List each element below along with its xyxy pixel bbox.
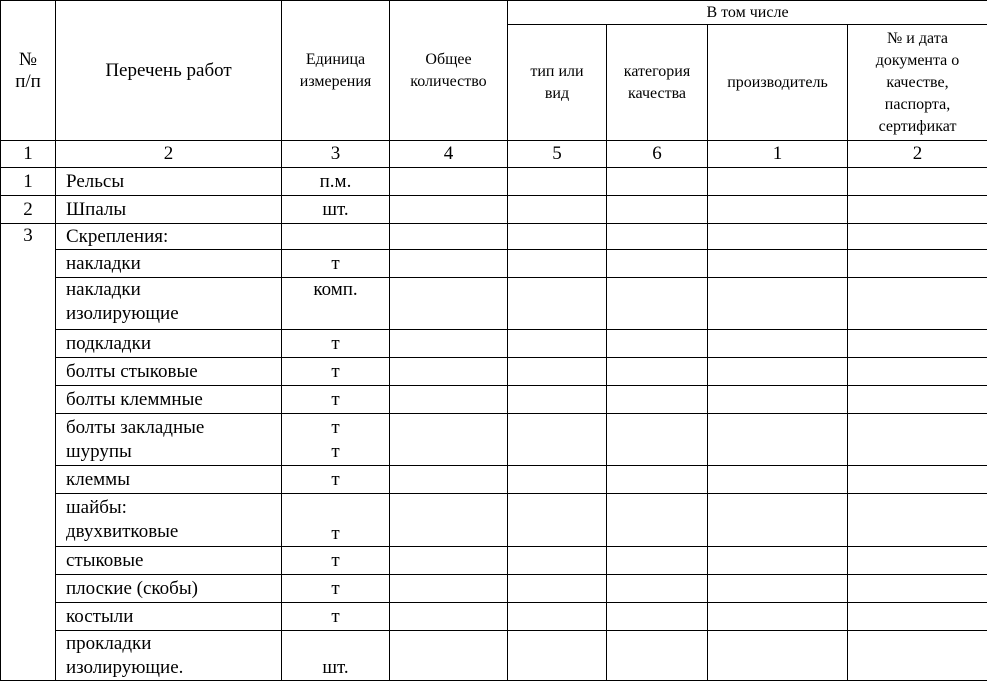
total-cell: [390, 250, 508, 278]
document-cell: [848, 466, 987, 494]
producer-cell: [708, 466, 848, 494]
column-number: 5: [508, 141, 607, 168]
document-cell: [848, 603, 987, 631]
category-cell: [607, 330, 708, 358]
document-cell: [848, 278, 987, 330]
column-number: 3: [282, 141, 390, 168]
header-number: № п/п: [1, 1, 56, 141]
document-cell: [848, 631, 987, 681]
table-row: [1, 330, 987, 358]
table-row: [1, 494, 987, 547]
type-cell: [508, 278, 607, 330]
table-row: [1, 414, 987, 466]
work-name: стыковые: [56, 547, 282, 575]
header-works: Перечень работ: [56, 1, 282, 141]
type-cell: [508, 330, 607, 358]
category-cell: [607, 631, 708, 681]
work-name: костыли: [56, 603, 282, 631]
table-row: [1, 278, 987, 330]
work-name: Шпалы: [56, 196, 282, 224]
producer-cell: [708, 386, 848, 414]
producer-cell: [708, 358, 848, 386]
header-producer: производитель: [708, 25, 848, 141]
category-cell: [607, 358, 708, 386]
unit-value: т: [282, 575, 390, 603]
producer-cell: [708, 575, 848, 603]
document-cell: [848, 168, 987, 196]
work-name: плоские (скобы): [56, 575, 282, 603]
category-cell: [607, 250, 708, 278]
row-number: 3: [1, 224, 56, 681]
type-cell: [508, 466, 607, 494]
type-cell: [508, 414, 607, 466]
column-number: 1: [1, 141, 56, 168]
total-cell: [390, 414, 508, 466]
document-cell: [848, 494, 987, 547]
table-row: [1, 168, 987, 196]
document-cell: [848, 330, 987, 358]
total-cell: [390, 466, 508, 494]
category-cell: [607, 196, 708, 224]
work-name: болты закладные шурупы: [56, 414, 282, 466]
work-name: шайбы: двухвитковые: [56, 494, 282, 547]
producer-cell: [708, 278, 848, 330]
header-total: Общее количество: [390, 1, 508, 141]
type-cell: [508, 575, 607, 603]
table-row: [1, 250, 987, 278]
document-cell: [848, 386, 987, 414]
table-row: [1, 547, 987, 575]
work-name: прокладки изолирующие.: [56, 631, 282, 681]
producer-cell: [708, 168, 848, 196]
header-unit: Единица измерения: [282, 1, 390, 141]
type-cell: [508, 168, 607, 196]
total-cell: [390, 224, 508, 250]
category-cell: [607, 414, 708, 466]
column-number: 2: [848, 141, 987, 168]
unit-value: шт.: [282, 196, 390, 224]
unit-value: т: [282, 494, 390, 547]
work-name: накладки: [56, 250, 282, 278]
work-name: подкладки: [56, 330, 282, 358]
total-cell: [390, 386, 508, 414]
total-cell: [390, 494, 508, 547]
document-cell: [848, 547, 987, 575]
producer-cell: [708, 631, 848, 681]
unit-value: т: [282, 250, 390, 278]
type-cell: [508, 250, 607, 278]
producer-cell: [708, 603, 848, 631]
header-document: № и дата документа о качестве, паспорта, сертификат: [848, 25, 987, 141]
category-cell: [607, 386, 708, 414]
work-name: Рельсы: [56, 168, 282, 196]
document-cell: [848, 414, 987, 466]
unit-value: т: [282, 358, 390, 386]
table-row: [1, 575, 987, 603]
total-cell: [390, 575, 508, 603]
category-cell: [607, 603, 708, 631]
type-cell: [508, 603, 607, 631]
category-cell: [607, 547, 708, 575]
header-type: тип или вид: [508, 25, 607, 141]
category-cell: [607, 168, 708, 196]
category-cell: [607, 224, 708, 250]
column-number: 2: [56, 141, 282, 168]
total-cell: [390, 168, 508, 196]
type-cell: [508, 224, 607, 250]
work-name: Скрепления:: [56, 224, 282, 250]
work-name: клеммы: [56, 466, 282, 494]
column-numbers-row: [1, 141, 987, 168]
unit-value: т т: [282, 414, 390, 466]
producer-cell: [708, 330, 848, 358]
producer-cell: [708, 250, 848, 278]
table-row: [1, 466, 987, 494]
unit-value: [282, 224, 390, 250]
type-cell: [508, 494, 607, 547]
total-cell: [390, 631, 508, 681]
unit-value: т: [282, 603, 390, 631]
unit-value: п.м.: [282, 168, 390, 196]
producer-cell: [708, 196, 848, 224]
total-cell: [390, 358, 508, 386]
unit-value: шт.: [282, 631, 390, 681]
producer-cell: [708, 224, 848, 250]
unit-value: т: [282, 466, 390, 494]
total-cell: [390, 603, 508, 631]
producer-cell: [708, 414, 848, 466]
document-cell: [848, 358, 987, 386]
row-number: 1: [1, 168, 56, 196]
table-row: [1, 224, 987, 250]
document-cell: [848, 250, 987, 278]
column-number: 1: [708, 141, 848, 168]
header-category: категория качества: [607, 25, 708, 141]
category-cell: [607, 466, 708, 494]
unit-value: т: [282, 330, 390, 358]
document-cell: [848, 224, 987, 250]
producer-cell: [708, 494, 848, 547]
work-name: накладки изолирующие: [56, 278, 282, 330]
table-row: [1, 196, 987, 224]
total-cell: [390, 278, 508, 330]
header-including: В том числе: [508, 1, 987, 25]
row-number: 2: [1, 196, 56, 224]
type-cell: [508, 358, 607, 386]
unit-value: комп.: [282, 278, 390, 330]
unit-value: т: [282, 386, 390, 414]
column-number: 4: [390, 141, 508, 168]
table-row: [1, 386, 987, 414]
unit-value: т: [282, 547, 390, 575]
type-cell: [508, 386, 607, 414]
table-row: [1, 603, 987, 631]
producer-cell: [708, 547, 848, 575]
total-cell: [390, 547, 508, 575]
category-cell: [607, 575, 708, 603]
total-cell: [390, 330, 508, 358]
category-cell: [607, 494, 708, 547]
table-row: [1, 631, 987, 681]
table-row: [1, 358, 987, 386]
type-cell: [508, 547, 607, 575]
work-name: болты клеммные: [56, 386, 282, 414]
type-cell: [508, 196, 607, 224]
column-number: 6: [607, 141, 708, 168]
category-cell: [607, 278, 708, 330]
type-cell: [508, 631, 607, 681]
document-cell: [848, 575, 987, 603]
work-name: болты стыковые: [56, 358, 282, 386]
total-cell: [390, 196, 508, 224]
document-cell: [848, 196, 987, 224]
